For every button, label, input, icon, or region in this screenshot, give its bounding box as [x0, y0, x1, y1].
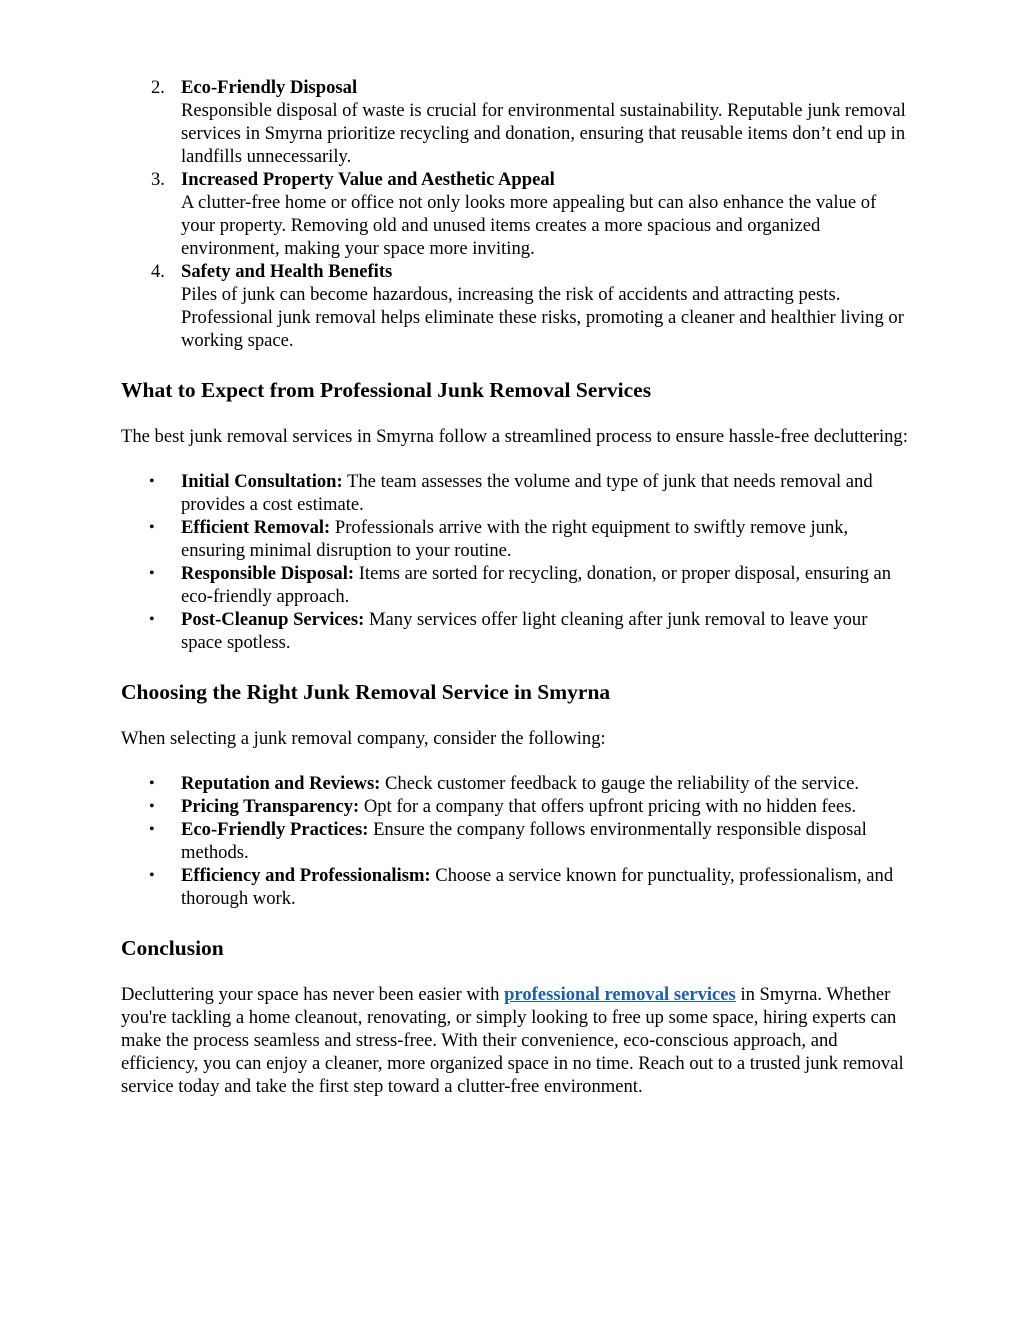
- bullet-icon: •: [149, 473, 155, 490]
- list-item-text: Opt for a company that offers upfront pricing with no hidden fees.: [359, 796, 857, 817]
- list-item-label: Reputation and Reviews:: [181, 773, 381, 794]
- list-item: [121, 168, 911, 260]
- list-item-text: The team assesses the volume and type of junk that needs removal and provides a cost estimate.: [181, 471, 873, 515]
- list-item-title: Eco-Friendly Disposal: [181, 77, 358, 98]
- list-item-label: Eco-Friendly Practices:: [181, 819, 369, 840]
- bullet-icon: •: [149, 821, 155, 838]
- list-item-label: Efficient Removal:: [181, 517, 331, 538]
- expect-list: [121, 470, 911, 654]
- conclusion-text-after: in Smyrna. Whether you're tackling a home cleanout, renovating, or simply looking to free up some space, hiring experts can make the process seamless and stress-free. With their convenience, eco-conscious approach, and efficiency, you can enjoy a cleaner, more organized space in no time. Reach out to a trusted junk removal service today and take the first step toward a clutter-free environment.: [121, 984, 904, 1097]
- list-number: 3.: [151, 169, 165, 190]
- list-item-text: Choose a service known for punctuality, professionalism, and thorough work.: [181, 865, 894, 909]
- list-number: 2.: [151, 77, 165, 98]
- list-item: [121, 470, 911, 516]
- conclusion-paragraph: [121, 983, 911, 1098]
- bullet-icon: •: [149, 867, 155, 884]
- list-item-text: Professionals arrive with the right equipment to swiftly remove junk, ensuring minimal disruption to your routine.: [181, 517, 849, 561]
- list-item: [121, 608, 911, 654]
- list-item: [121, 795, 911, 818]
- list-item-label: Pricing Transparency:: [181, 796, 360, 817]
- list-item-label: Efficiency and Professionalism:: [181, 865, 431, 886]
- list-item-title: Increased Property Value and Aesthetic Appeal: [181, 169, 555, 190]
- list-item-body: Responsible disposal of waste is crucial for environmental sustainability. Reputable junk removal services in Smyrna prioritize recycling and donation, ensuring that reusable items don’t end up in landfills unnecessarily.: [181, 100, 906, 167]
- list-item-text: Ensure the company follows environmentally responsible disposal methods.: [181, 819, 867, 863]
- list-item-label: Responsible Disposal:: [181, 563, 355, 584]
- list-item-label: Post-Cleanup Services:: [181, 609, 365, 630]
- document-page: [121, 76, 911, 1098]
- list-item-text: Check customer feedback to gauge the reliability of the service.: [380, 773, 859, 794]
- section-heading-conclusion: Conclusion: [121, 936, 224, 960]
- list-item: [121, 516, 911, 562]
- list-item-text: Items are sorted for recycling, donation, or proper disposal, ensuring an eco-friendly approach.: [181, 563, 892, 607]
- list-item: [121, 260, 911, 352]
- choosing-list: [121, 772, 911, 910]
- section-intro-expect: The best junk removal services in Smyrna follow a streamlined process to ensure hassle-free decluttering:: [121, 426, 908, 447]
- professional-removal-services-link[interactable]: professional removal services: [504, 984, 736, 1005]
- list-item: [121, 562, 911, 608]
- list-item-title: Safety and Health Benefits: [181, 261, 393, 282]
- section-intro-choosing: When selecting a junk removal company, consider the following:: [121, 728, 606, 749]
- list-item: [121, 818, 911, 864]
- list-item-body: A clutter-free home or office not only looks more appealing but can also enhance the value of your property. Removing old and unused items creates a more spacious and organized environment, making your space more inviting.: [181, 192, 877, 259]
- list-item: [121, 76, 911, 168]
- bullet-icon: •: [149, 798, 155, 815]
- list-item: [121, 772, 911, 795]
- list-item-label: Initial Consultation:: [181, 471, 343, 492]
- bullet-icon: •: [149, 565, 155, 582]
- bullet-icon: •: [149, 519, 155, 536]
- section-heading-expect: What to Expect from Professional Junk Removal Services: [121, 378, 652, 402]
- list-number: 4.: [151, 261, 165, 282]
- list-item-text: Many services offer light cleaning after junk removal to leave your space spotless.: [181, 609, 868, 653]
- bullet-icon: •: [149, 611, 155, 628]
- list-item: [121, 864, 911, 910]
- conclusion-text-before: Decluttering your space has never been easier with: [121, 984, 505, 1005]
- bullet-icon: •: [149, 775, 155, 792]
- section-heading-choosing: Choosing the Right Junk Removal Service in Smyrna: [121, 680, 611, 704]
- benefits-list: [121, 76, 911, 352]
- list-item-body: Piles of junk can become hazardous, increasing the risk of accidents and attracting pests. Professional junk removal helps eliminate these risks, promoting a cleaner and healthier living or working space.: [181, 284, 904, 351]
